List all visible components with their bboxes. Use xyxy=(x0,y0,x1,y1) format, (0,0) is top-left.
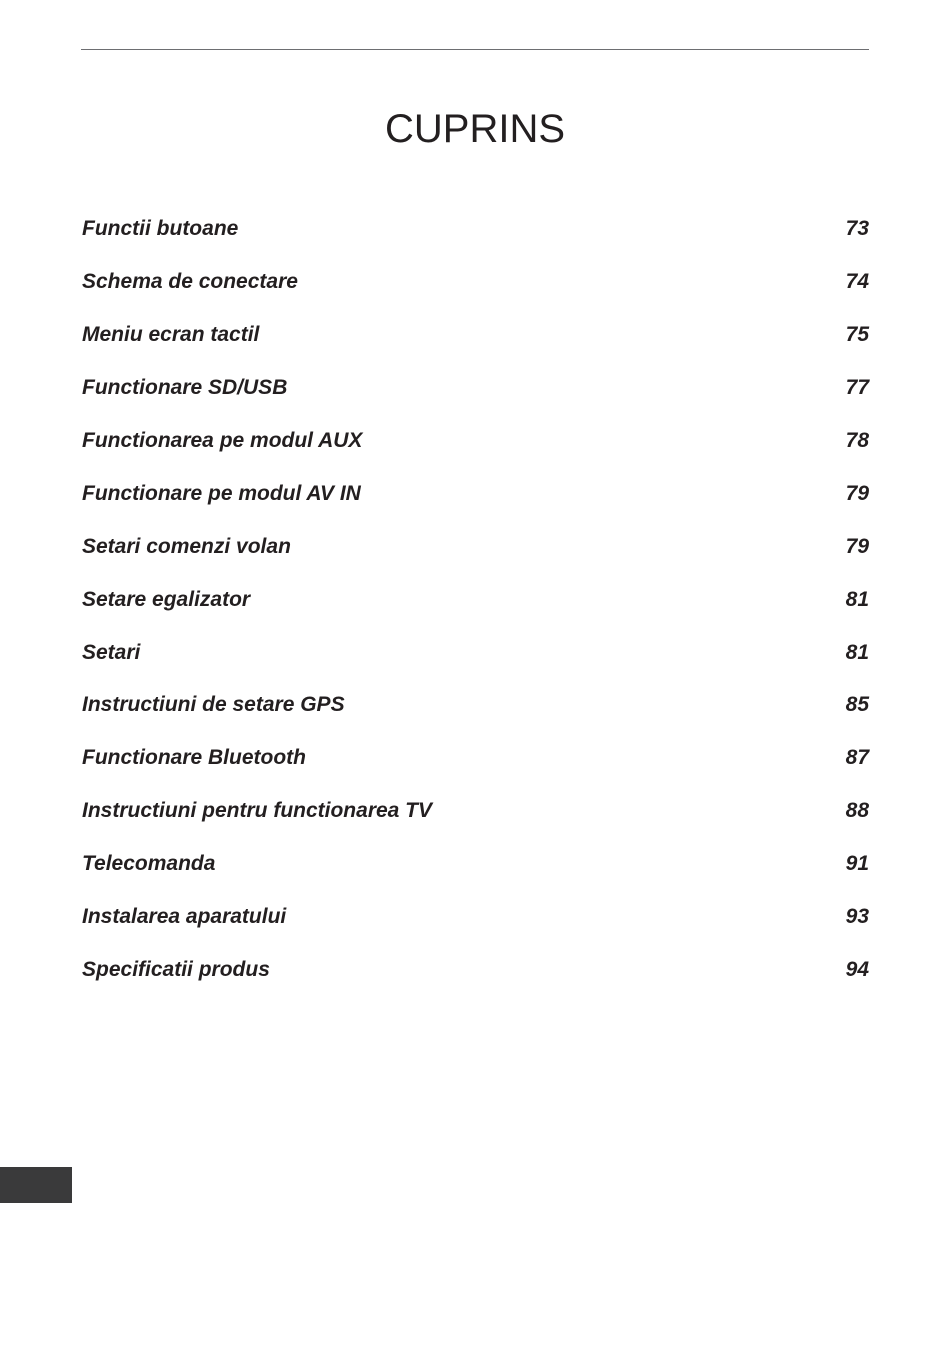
toc-entry xyxy=(82,891,869,944)
toc-entry xyxy=(82,626,869,679)
toc-entry xyxy=(82,467,869,520)
toc-entry xyxy=(82,309,869,362)
toc-entry-page: 93 xyxy=(845,905,869,929)
toc-entry xyxy=(82,256,869,309)
toc-entry-label: Telecomanda xyxy=(82,852,216,876)
toc-entry-label: Setare egalizator xyxy=(82,587,251,611)
toc-entry xyxy=(82,785,869,838)
toc-entry-label: Functionarea pe modul AUX xyxy=(82,429,363,452)
toc-entry-label: Functionare Bluetooth xyxy=(82,746,306,770)
page-title: CUPRINS xyxy=(384,107,566,151)
toc-entry-label: Functionare SD/USB xyxy=(82,376,288,400)
toc-entry-page: 79 xyxy=(845,481,869,505)
toc-entry-page: 74 xyxy=(845,270,869,294)
toc-entry-page: 78 xyxy=(845,429,869,452)
header-rule xyxy=(81,49,869,50)
toc-entry-label: Specificatii produs xyxy=(82,957,270,981)
toc-entry-label: Functionare pe modul AV IN xyxy=(82,481,361,505)
toc-entry xyxy=(82,573,869,626)
toc-entry-page: 75 xyxy=(845,323,869,347)
toc-entry-page: 79 xyxy=(845,534,869,558)
toc-entry-page: 91 xyxy=(845,852,869,876)
toc-entry-label: Instructiuni de setare GPS xyxy=(82,693,345,717)
toc-entry-label: Instructiuni pentru functionarea TV xyxy=(82,799,433,823)
toc-entry-page: 88 xyxy=(845,799,869,823)
toc-entry-page: 94 xyxy=(845,957,869,981)
toc-entry xyxy=(82,732,869,785)
toc-entry xyxy=(82,520,869,573)
toc-entry xyxy=(82,362,869,415)
toc-entry-page: 73 xyxy=(845,217,869,241)
toc-entry-label: Setari xyxy=(82,640,141,664)
section-edge-tab xyxy=(0,1167,72,1203)
toc-entry-page: 85 xyxy=(845,693,869,717)
toc-entry-page: 77 xyxy=(845,376,869,400)
toc-entry-page: 87 xyxy=(845,746,869,770)
toc-entry-page: 81 xyxy=(845,587,869,611)
toc-entry-label: Meniu ecran tactil xyxy=(82,323,260,347)
toc-entry-label: Instalarea aparatului xyxy=(82,905,287,929)
toc-entry-label: Setari comenzi volan xyxy=(82,534,291,558)
toc-entry xyxy=(82,415,869,468)
toc-entry-page: 81 xyxy=(845,640,869,664)
toc-entry xyxy=(82,203,869,256)
toc-entry xyxy=(82,943,869,996)
toc-entry-label: Functii butoane xyxy=(82,217,239,241)
toc-entry xyxy=(82,838,869,891)
table-of-contents xyxy=(82,203,869,996)
toc-entry xyxy=(82,679,869,732)
toc-entry-label: Schema de conectare xyxy=(82,270,298,294)
